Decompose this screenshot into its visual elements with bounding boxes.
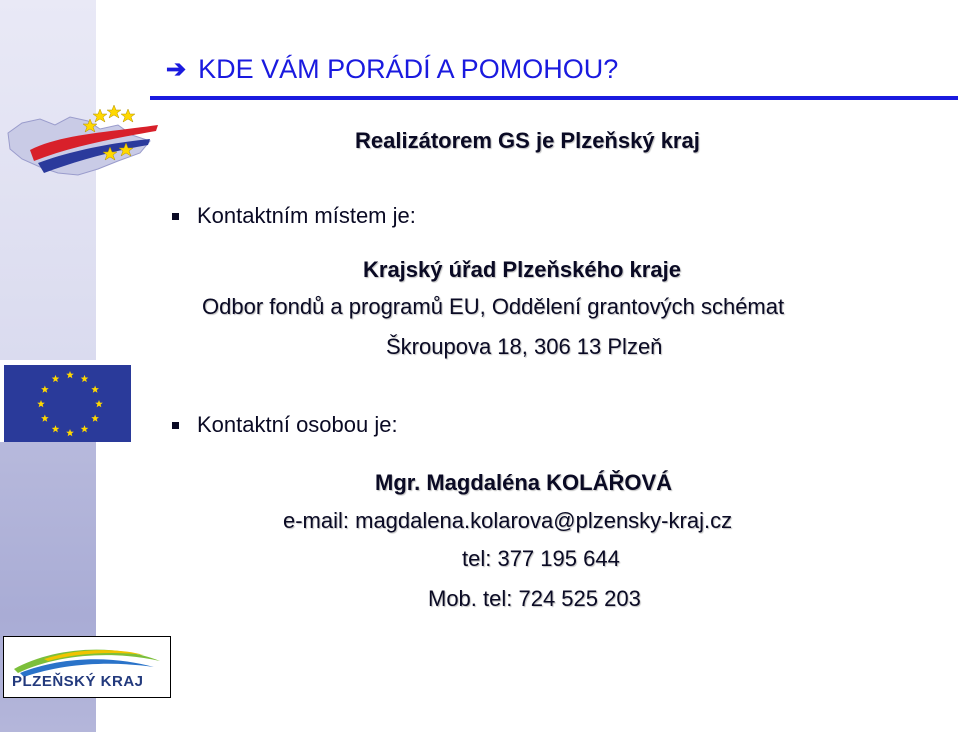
eu-star-icon <box>91 415 99 422</box>
eu-star-icon <box>91 386 99 393</box>
email-text[interactable]: e-mail: magdalena.kolarova@plzensky-kraj.cz <box>283 508 733 533</box>
bullet-contact-place <box>172 203 416 229</box>
eu-stars-icon <box>4 365 131 442</box>
bullet-icon <box>172 213 179 220</box>
eu-star-icon <box>66 429 74 436</box>
contact-place-label: Kontaktním místem je: <box>197 203 416 228</box>
contact-person-label: Kontaktní osobou je: <box>197 412 398 437</box>
phone-text: tel: 377 195 644 <box>462 546 620 571</box>
title-divider <box>150 96 958 100</box>
eu-star-icon <box>81 425 89 432</box>
realizer-text: Realizátorem GS je Plzeňský kraj <box>355 128 700 153</box>
eu-star-icon <box>52 425 60 432</box>
eu-star-icon <box>37 400 45 407</box>
bullet-icon <box>172 422 179 429</box>
eu-flag <box>4 365 131 442</box>
department-text: Odbor fondů a programů EU, Oddělení grantových schémat <box>202 294 785 319</box>
eu-star-icon <box>95 400 103 407</box>
eu-star-icon <box>41 415 49 422</box>
slide-title-row <box>166 54 618 85</box>
arrow-right-icon: ➔ <box>166 55 187 83</box>
office-name: Krajský úřad Plzeňského kraje <box>363 257 681 282</box>
person-name: Mgr. Magdaléna KOLÁŘOVÁ <box>375 470 673 495</box>
eu-star-icon <box>41 386 49 393</box>
plzensky-kraj-logo <box>3 636 171 698</box>
eu-star-icon <box>52 375 60 382</box>
address-text: Škroupova 18, 306 13 Plzeň <box>386 334 663 359</box>
czech-map-logo <box>0 95 165 190</box>
mobile-text: Mob. tel: 724 525 203 <box>428 586 641 611</box>
eu-star-icon <box>66 371 74 378</box>
bullet-contact-person <box>172 412 398 438</box>
logo-text: PLZEŇSKÝ KRAJ <box>12 673 144 690</box>
slide-title: KDE VÁM PORÁDÍ A POMOHOU? <box>198 54 619 84</box>
eu-star-icon <box>81 375 89 382</box>
